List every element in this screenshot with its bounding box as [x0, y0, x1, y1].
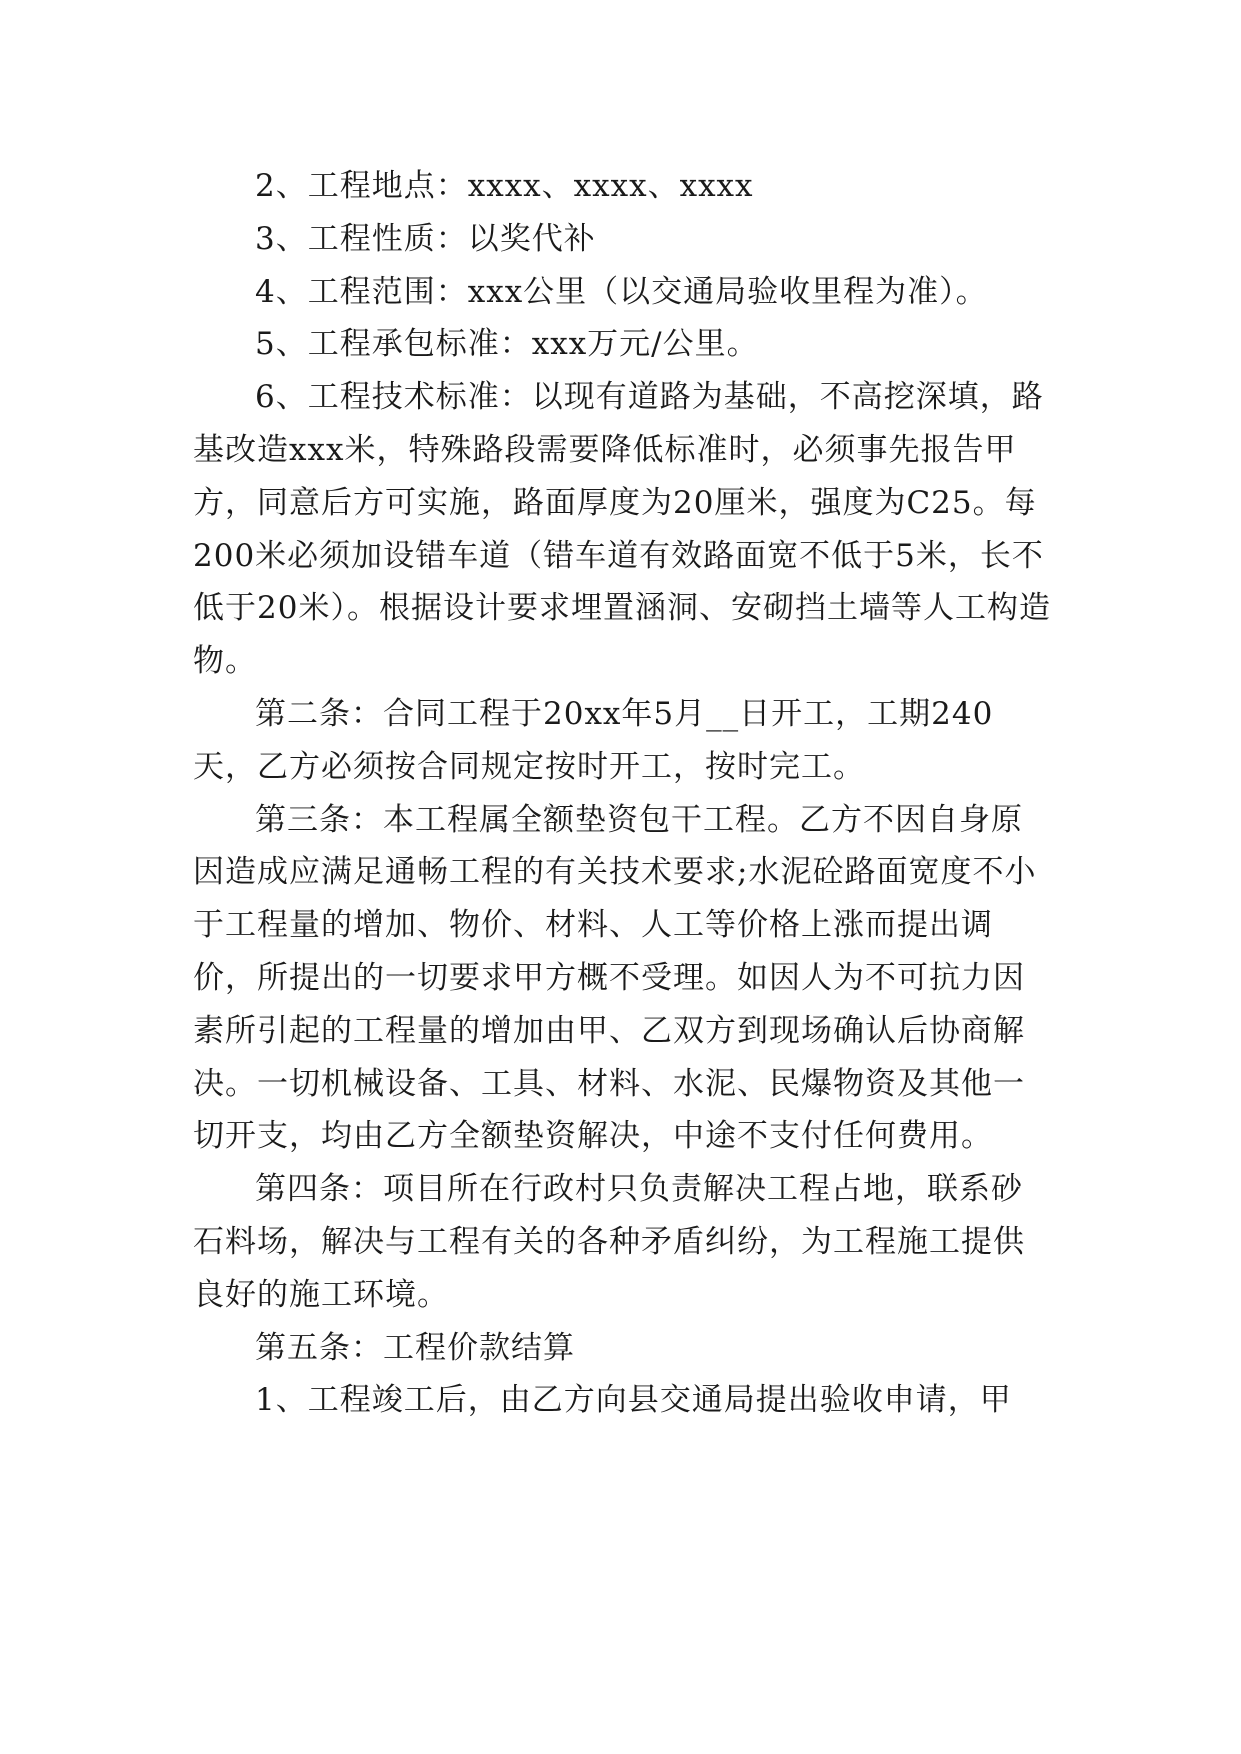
article-4: 第四条：项目所在行政村只负责解决工程占地，联系砂石料场，解决与工程有关的各种矛盾纠纷，为工程施工提供良好的施工环境。 [193, 1171, 1025, 1313]
clause-project-nature: 3、工程性质：以奖代补 [255, 220, 596, 257]
clause-project-location: 2、工程地点：xxxx、xxxx、xxxx [255, 168, 754, 204]
clause-project-scope: 4、工程范围：xxx公里（以交通局验收里程为准）。 [255, 273, 988, 310]
article-3: 第三条：本工程属全额垫资包干工程。乙方不因自身原因造成应满足通畅工程的有关技术要求;水泥砼路面宽度不小于工程量的增加、物价、材料、人工等价格上涨而提出调价，所提出的一切要求甲方概不受理。如因人为不可抗力因素所引起的工程量的增加由甲、乙双方到现场确认后协商解决。一切机械设备、工具、材料、水泥、民爆物资及其他一切开支，均由乙方全额垫资解决，中途不支付任何费用。 [193, 801, 1037, 1155]
clause-contract-standard: 5、工程承包标准：xxx万元/公里。 [255, 326, 759, 363]
article-5-item-1: 1、工程竣工后，由乙方向县交通局提出验收申请，甲 [255, 1382, 1012, 1419]
contract-body [193, 160, 1053, 1427]
article-5-heading: 第五条：工程价款结算 [255, 1329, 575, 1366]
article-2: 第二条：合同工程于20xx年5月__日开工，工期240天，乙方必须按合同规定按时开工，按时完工。 [193, 695, 994, 785]
clause-technical-standard: 6、工程技术标准：以现有道路为基础，不高挖深填，路基改造xxx米，特殊路段需要降低标准时，必须事先报告甲方，同意后方可实施，路面厚度为20厘米，强度为C25。每200米必须加设错车道（错车道有效路面宽不低于5米，长不低于20米）。根据设计要求埋置涵洞、安砌挡土墙等人工构造物。 [193, 379, 1051, 680]
